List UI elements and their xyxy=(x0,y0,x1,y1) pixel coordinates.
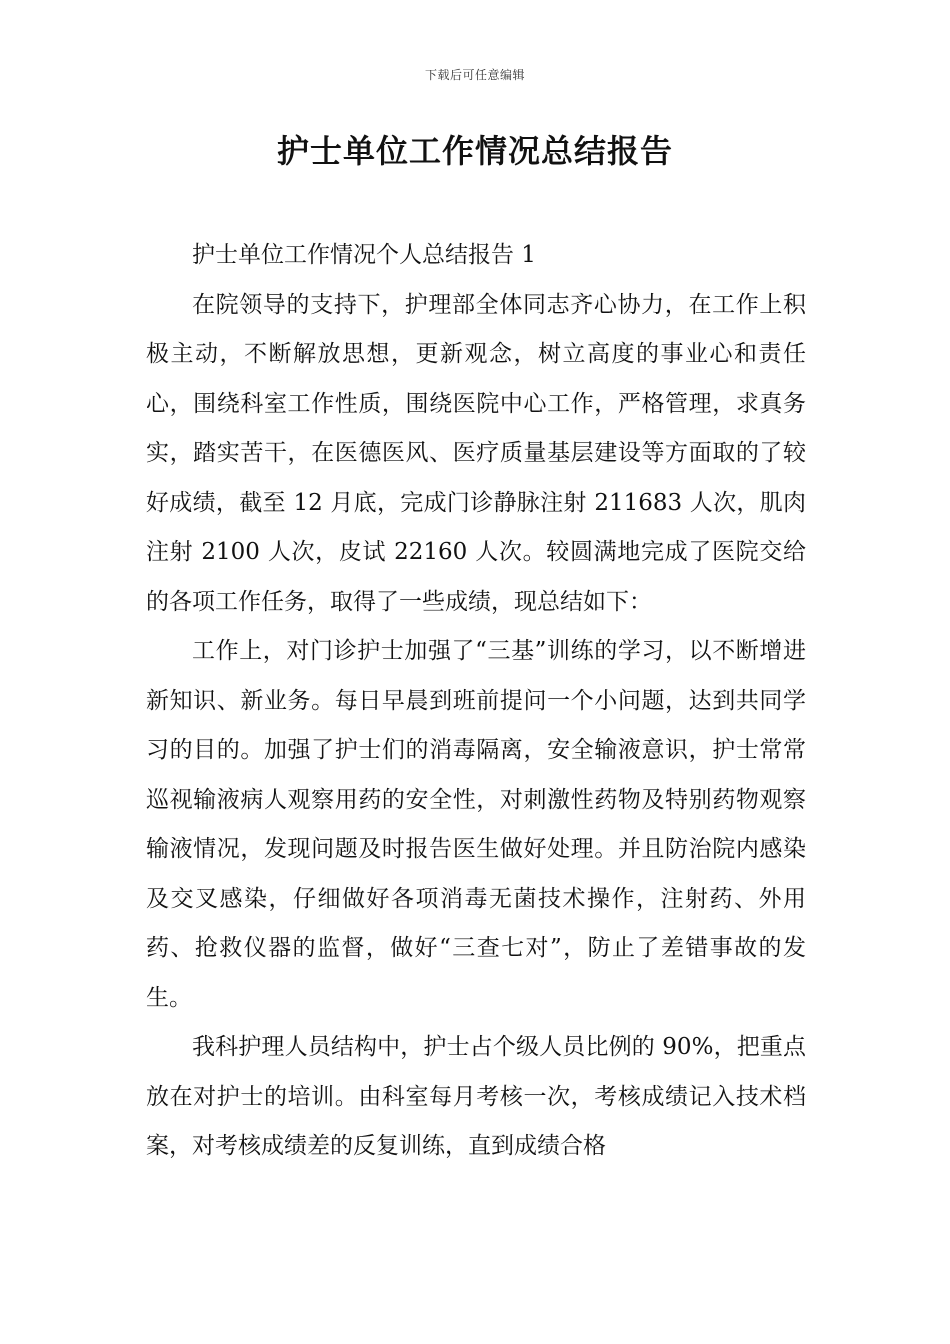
header-note: 下载后可任意编辑 xyxy=(424,68,525,82)
paragraph-2: 工作上，对门诊护士加强了“三基”训练的学习，以不断增进新知识、新业务。每日早晨到班前提问一个小问题，达到共同学习的目的。加强了护士们的消毒隔离，安全输液意识，护士常常巡视输液病人观察用药的安全性，对刺激性药物及特别药物观察输液情况，发现问题及时报告医生做好处理。并且防治院内感染及交叉感染，仔细做好各项消毒无菌技术操作，注射药、外用药、抢救仪器的监督，做好“三查七对”，防止了差错事故的发生。 xyxy=(146,638,806,1011)
paragraph-3: 我科护理人员结构中，护士占个级人员比例的 90%，把重点放在对护士的培训。由科室每月考核一次，考核成绩记入技术档案，对考核成绩差的反复训练，直到成绩合格 xyxy=(146,1034,806,1159)
paragraph-1: 在院领导的支持下，护理部全体同志齐心协力，在工作上积极主动，不断解放思想，更新观念，树立高度的事业心和责任心，围绕科室工作性质，围绕医院中心工作，严格管理，求真务实，踏实苦干，在医德医风、医疗质量基层建设等方面取的了较好成绩，截至 12 月底，完成门诊静脉注射 211683 人次，肌肉注射 2100 人次，皮试 22160 人次。较圆满地完成了医院交给的各项工作任务，取得了一些成绩，现总结如下： xyxy=(146,291,806,615)
section-subtitle: 护士单位工作情况个人总结报告 1 xyxy=(192,242,536,268)
document-body xyxy=(146,231,806,1172)
document-title: 护士单位工作情况总结报告 xyxy=(276,132,673,170)
